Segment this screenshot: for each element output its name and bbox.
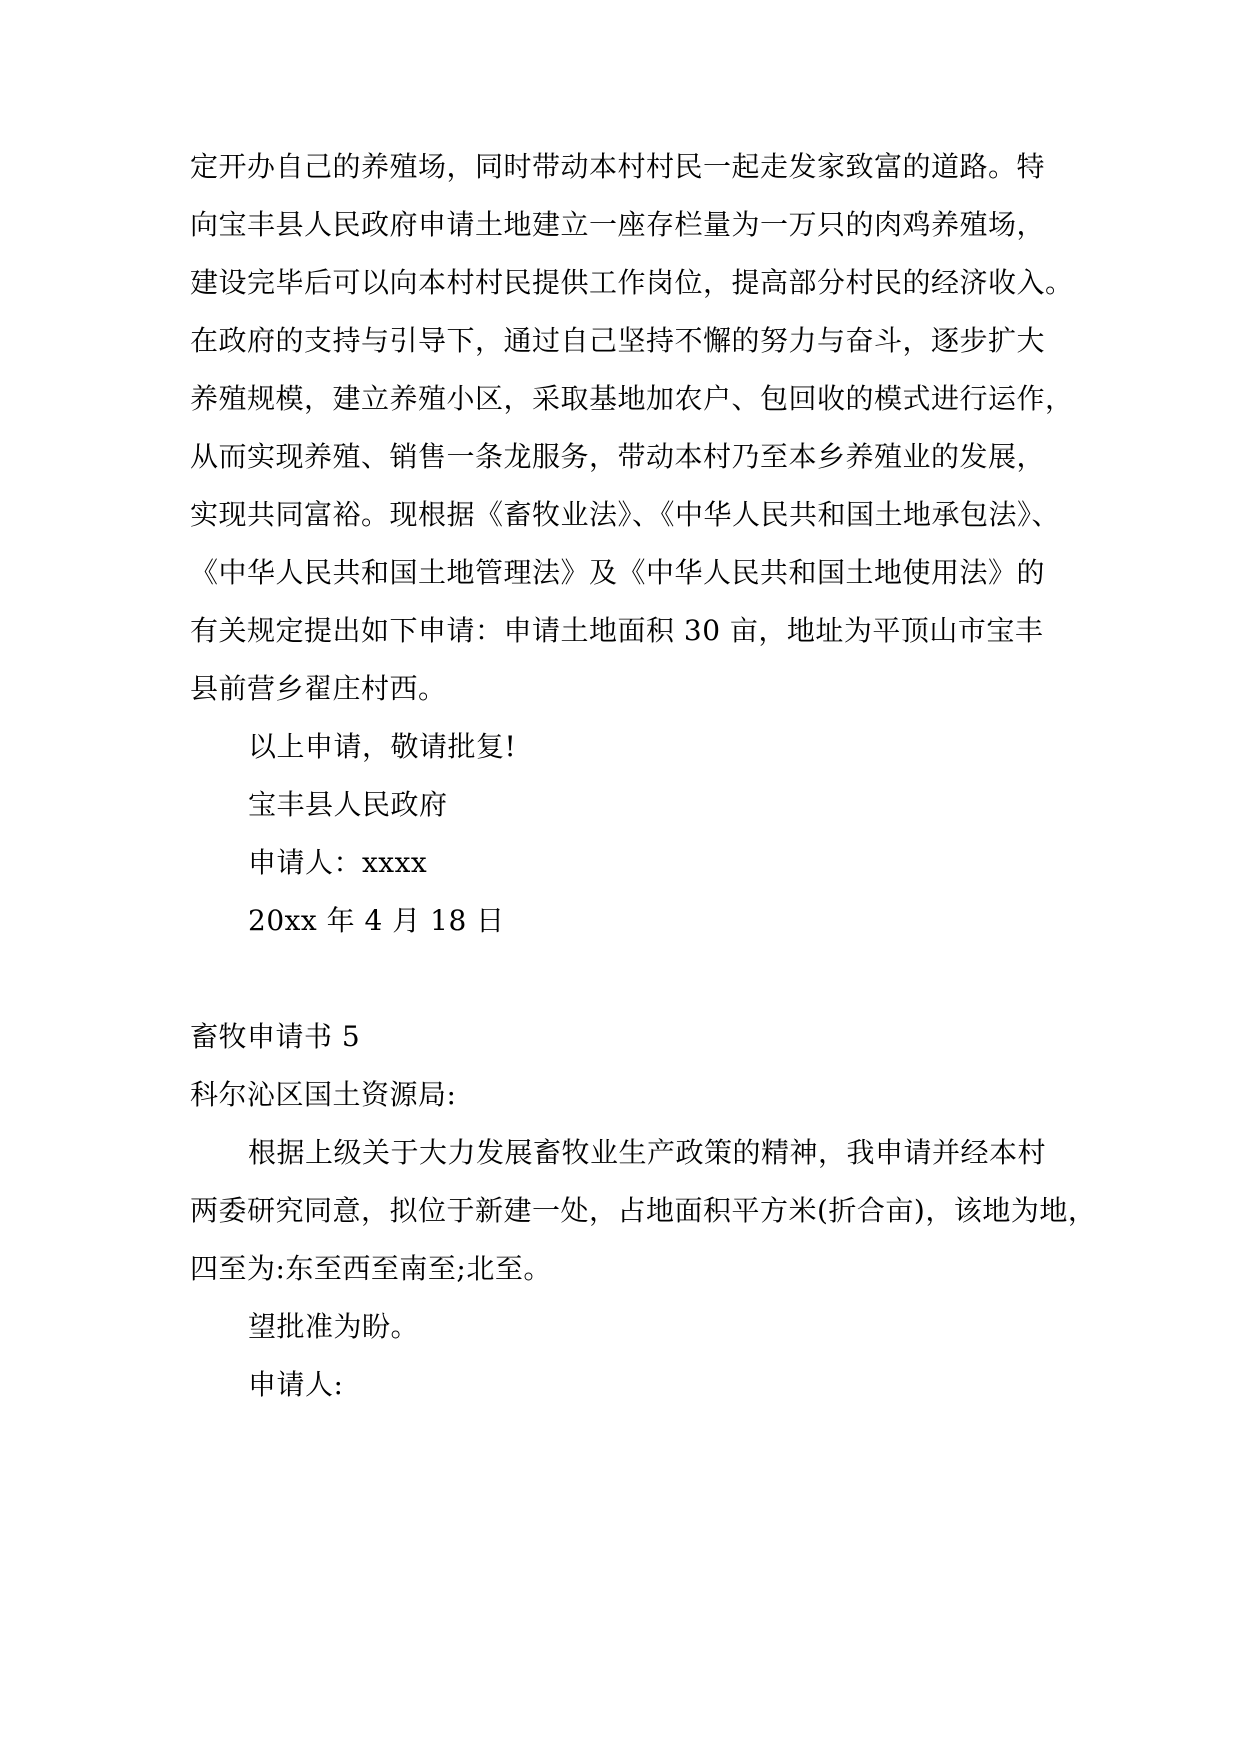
- applicant-line: 申请人:: [248, 1368, 344, 1401]
- paragraph-line: 根据上级关于大力发展畜牧业生产政策的精神，我申请并经本村: [248, 1136, 1047, 1169]
- paragraph-line: 两委研究同意，拟位于新建一处，占地面积平方米(折合亩)，该地为地，: [190, 1194, 1097, 1227]
- paragraph-line: 建设完毕后可以向本村村民提供工作岗位，提高部分村民的经济收入。: [190, 266, 1074, 299]
- paragraph-line: 定开办自己的养殖场，同时带动本村村民一起走发家致富的道路。特: [190, 150, 1046, 183]
- paragraph-line: 养殖规模，建立养殖小区，采取基地加农户、包回收的模式进行运作，: [190, 382, 1074, 415]
- paragraph-line: 《中华人民共和国土地管理法》及《中华人民共和国土地使用法》的: [190, 556, 1046, 589]
- paragraph-line: 县前营乡翟庄村西。: [190, 672, 447, 705]
- paragraph-line: 在政府的支持与引导下，通过自己坚持不懈的努力与奋斗，逐步扩大: [190, 324, 1046, 357]
- paragraph-line: 实现共同富裕。现根据《畜牧业法》、《中华人民共和国土地承包法》、: [190, 498, 1061, 531]
- paragraph-line: 从而实现养殖、销售一条龙服务，带动本村乃至本乡养殖业的发展，: [190, 440, 1046, 473]
- section-heading: 畜牧申请书 5: [190, 1020, 361, 1053]
- closing-text: 望批准为盼。: [248, 1310, 420, 1343]
- paragraph-line: 有关规定提出如下申请：申请土地面积 30 亩，地址为平顶山市宝丰: [190, 614, 1044, 647]
- paragraph-line: 向宝丰县人民政府申请土地建立一座存栏量为一万只的肉鸡养殖场，: [190, 208, 1046, 241]
- date-line: 20xx 年 4 月 18 日: [248, 904, 505, 937]
- paragraph-line: 四至为:东至西至南至;北至。: [190, 1252, 552, 1285]
- recipient-name: 宝丰县人民政府: [248, 788, 448, 821]
- applicant-line: 申请人：xxxx: [248, 846, 428, 879]
- addressee-line: 科尔沁区国土资源局:: [190, 1078, 457, 1111]
- closing-text: 以上申请，敬请批复!: [248, 730, 517, 763]
